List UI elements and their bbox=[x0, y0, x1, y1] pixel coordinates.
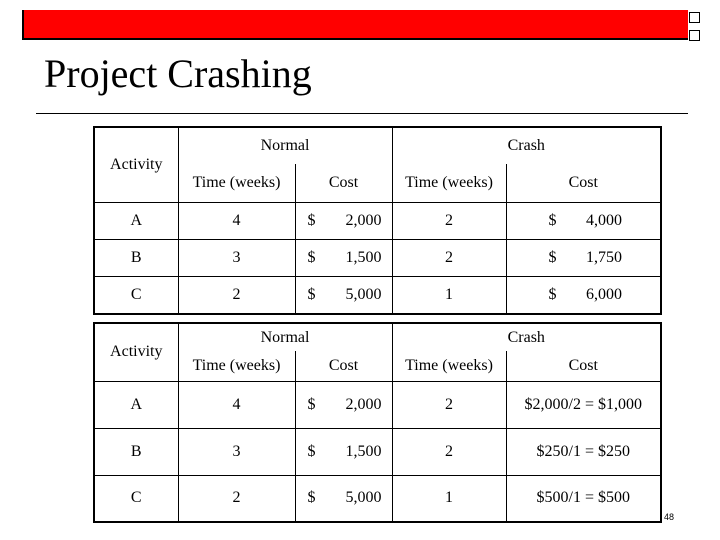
crash-cost-cell: $500/1 = $500 bbox=[506, 475, 661, 522]
normal-time-header: Time (weeks) bbox=[178, 351, 295, 381]
normal-header: Normal bbox=[178, 127, 392, 164]
crash-cost-table bbox=[93, 126, 662, 315]
crash-time-cell: 2 bbox=[392, 381, 506, 428]
normal-time-cell: 3 bbox=[178, 428, 295, 475]
normal-time-header: Time (weeks) bbox=[178, 164, 295, 202]
title-divider bbox=[36, 113, 688, 114]
crash-cost-header: Cost bbox=[506, 351, 661, 381]
activity-header: Activity bbox=[94, 323, 178, 381]
normal-cost-cell: $ 5,000 bbox=[295, 276, 392, 314]
corner-square bbox=[689, 12, 700, 23]
normal-cost-cell: $ 1,500 bbox=[295, 428, 392, 475]
activity-cell: B bbox=[94, 428, 178, 475]
corner-square bbox=[689, 30, 700, 41]
crash-cost-cell: $250/1 = $250 bbox=[506, 428, 661, 475]
table-row bbox=[94, 239, 661, 276]
activity-cell: C bbox=[94, 276, 178, 314]
normal-cost-cell: $ 2,000 bbox=[295, 202, 392, 239]
normal-time-cell: 4 bbox=[178, 381, 295, 428]
crash-cost-cell: $ 4,000 bbox=[506, 202, 661, 239]
slide-title: Project Crashing bbox=[44, 51, 312, 96]
table-row bbox=[94, 381, 661, 428]
normal-time-cell: 2 bbox=[178, 475, 295, 522]
table-row bbox=[94, 276, 661, 314]
crash-cost-cell: $2,000/2 = $1,000 bbox=[506, 381, 661, 428]
table-row bbox=[94, 202, 661, 239]
crash-cost-cell: $ 6,000 bbox=[506, 276, 661, 314]
normal-cost-cell: $ 1,500 bbox=[295, 239, 392, 276]
crash-cost-header: Cost bbox=[506, 164, 661, 202]
crash-time-header: Time (weeks) bbox=[392, 164, 506, 202]
normal-cost-cell: $ 5,000 bbox=[295, 475, 392, 522]
normal-time-cell: 2 bbox=[178, 276, 295, 314]
crash-header: Crash bbox=[392, 127, 661, 164]
crash-time-header: Time (weeks) bbox=[392, 351, 506, 381]
activity-cell: B bbox=[94, 239, 178, 276]
top-accent-bar bbox=[22, 10, 688, 40]
normal-header: Normal bbox=[178, 323, 392, 351]
page-number: 48 bbox=[664, 512, 675, 522]
activity-cell: C bbox=[94, 475, 178, 522]
normal-cost-header: Cost bbox=[295, 351, 392, 381]
activity-header: Activity bbox=[94, 127, 178, 202]
activity-cell: A bbox=[94, 202, 178, 239]
crash-cost-per-week-table bbox=[93, 322, 662, 523]
crash-time-cell: 1 bbox=[392, 276, 506, 314]
table-row bbox=[94, 475, 661, 522]
crash-header: Crash bbox=[392, 323, 661, 351]
normal-time-cell: 4 bbox=[178, 202, 295, 239]
crash-time-cell: 2 bbox=[392, 239, 506, 276]
normal-cost-header: Cost bbox=[295, 164, 392, 202]
crash-time-cell: 2 bbox=[392, 428, 506, 475]
activity-cell: A bbox=[94, 381, 178, 428]
normal-time-cell: 3 bbox=[178, 239, 295, 276]
crash-time-cell: 1 bbox=[392, 475, 506, 522]
crash-cost-cell: $ 1,750 bbox=[506, 239, 661, 276]
normal-cost-cell: $ 2,000 bbox=[295, 381, 392, 428]
table-row bbox=[94, 428, 661, 475]
crash-time-cell: 2 bbox=[392, 202, 506, 239]
